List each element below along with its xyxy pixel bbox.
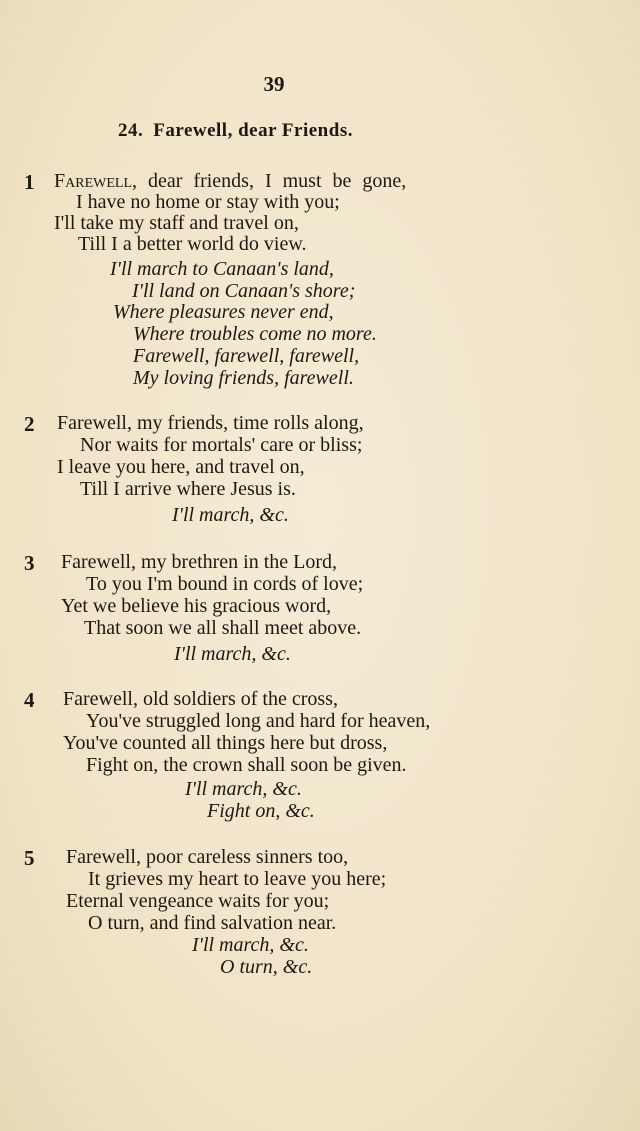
verse-line: Nor waits for mortals' care or bliss; <box>80 434 363 456</box>
chorus-line: My loving friends, farewell. <box>133 367 354 389</box>
chorus-line: O turn, &c. <box>220 956 313 978</box>
verse-line: That soon we all shall meet above. <box>84 617 362 639</box>
verse-line: I leave you here, and travel on, <box>57 456 305 478</box>
hymn-title-text: Farewell, dear Friends. <box>153 120 353 141</box>
verse-line: Farewell, dear friends, I must be gone, <box>54 170 407 192</box>
chorus-line: I'll march, &c. <box>174 643 291 665</box>
verse-line: Till I arrive where Jesus is. <box>80 478 296 500</box>
chorus-line: Farewell, farewell, farewell, <box>133 345 360 367</box>
chorus-line: Where troubles come no more. <box>133 323 377 345</box>
stanza-number: 1 <box>24 170 35 194</box>
chorus-line: I'll march, &c. <box>172 504 289 526</box>
page-number: 39 <box>263 72 285 96</box>
stanza-number: 2 <box>24 412 35 436</box>
verse-line: Eternal vengeance waits for you; <box>66 890 330 912</box>
verse-line: I have no home or stay with you; <box>76 191 340 213</box>
verse-line: Till I a better world do view. <box>78 233 307 255</box>
chorus-line: Fight on, &c. <box>207 800 315 822</box>
chorus-line: I'll march, &c. <box>192 934 309 956</box>
verse-line: Fight on, the crown shall soon be given. <box>86 754 407 776</box>
stanza-number: 5 <box>24 846 35 870</box>
chorus-line: I'll march, &c. <box>185 778 302 800</box>
verse-line: Farewell, my friends, time rolls along, <box>57 412 364 434</box>
verse-line: You've struggled long and hard for heaven, <box>86 710 431 732</box>
verse-line: Yet we believe his gracious word, <box>61 595 332 617</box>
verse-line: O turn, and find salvation near. <box>88 912 337 934</box>
stanza-number: 3 <box>24 551 35 575</box>
hymn-number: 24. <box>118 120 144 141</box>
verse-line: It grieves my heart to leave you here; <box>88 868 387 890</box>
verse-line: I'll take my staff and travel on, <box>54 212 299 234</box>
verse-line: You've counted all things here but dross, <box>63 732 388 754</box>
verse-line: Farewell, my brethren in the Lord, <box>61 551 338 573</box>
stanza-number: 4 <box>24 688 35 712</box>
verse-line: Farewell, poor careless sinners too, <box>66 846 349 868</box>
chorus-line: Where pleasures never end, <box>113 301 334 323</box>
verse-line: Farewell, old soldiers of the cross, <box>63 688 338 710</box>
hymn-title <box>118 120 438 142</box>
verse-line: To you I'm bound in cords of love; <box>86 573 364 595</box>
chorus-line: I'll land on Canaan's shore; <box>132 280 356 302</box>
chorus-line: I'll march to Canaan's land, <box>110 258 334 280</box>
